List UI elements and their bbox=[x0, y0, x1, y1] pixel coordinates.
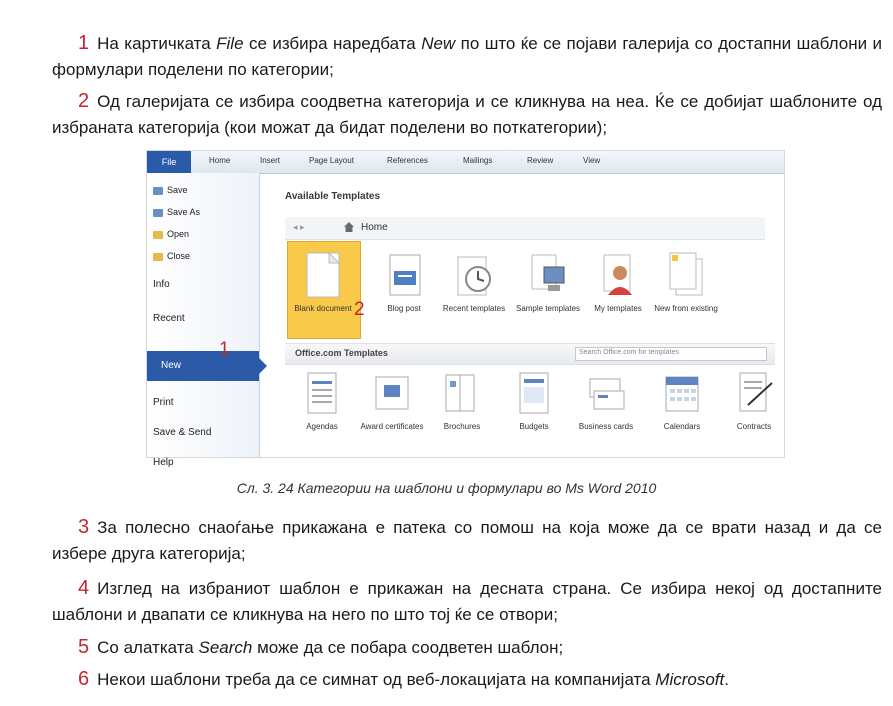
template-blank-document[interactable]: Blank document bbox=[288, 251, 358, 314]
menu-open[interactable]: Open bbox=[153, 229, 189, 239]
calendar-icon bbox=[662, 369, 702, 419]
nav-arrows-icon[interactable]: ◂ ▸ bbox=[293, 222, 305, 232]
category-calendars[interactable]: Calendars bbox=[647, 369, 717, 432]
category-agendas[interactable]: Agendas bbox=[287, 369, 357, 432]
tab-page-layout[interactable]: Page Layout bbox=[309, 156, 354, 165]
category-brochures[interactable]: Brochures bbox=[427, 369, 497, 432]
backstage-menu bbox=[147, 173, 260, 468]
item-number: 3 bbox=[78, 516, 90, 538]
item-number: 6 bbox=[78, 668, 90, 690]
document-icon bbox=[303, 251, 343, 301]
word-backstage-screenshot bbox=[146, 150, 785, 468]
tab-home[interactable]: Home bbox=[209, 156, 231, 165]
office-templates-title: Office.com Templates bbox=[295, 348, 388, 358]
template-recent[interactable]: Recent templates bbox=[439, 251, 509, 314]
item-number: 4 bbox=[78, 577, 90, 599]
item-6: 6 Некои шаблони треба да се симнат од веб-локацијата на компанијата Microsoft. bbox=[78, 668, 729, 690]
item-4: 4 Изглед на избраниот шаблон е прикажан на десната страна. Се избира некој од достапните шаблони и двапати се кликнува на него по што тој ќе се отвори; bbox=[52, 577, 882, 624]
template-new-from-existing[interactable]: New from existing bbox=[651, 251, 721, 314]
tab-references[interactable]: References bbox=[387, 156, 428, 165]
category-budgets[interactable]: Budgets bbox=[499, 369, 569, 432]
user-icon bbox=[598, 251, 638, 301]
tab-insert[interactable]: Insert bbox=[260, 156, 281, 165]
save-as-icon bbox=[153, 209, 163, 217]
sample-templates-icon bbox=[528, 251, 568, 301]
budget-icon bbox=[514, 369, 554, 419]
menu-close[interactable]: Close bbox=[153, 251, 190, 261]
save-icon bbox=[153, 187, 163, 195]
menu-save-as[interactable]: Save As bbox=[153, 207, 200, 217]
template-blog-post[interactable]: Blog post bbox=[369, 251, 439, 314]
item-2: 2 Од галеријата се избира соодветна категорија и се кликнува на неа. Ќе се добијат шаблоните од избраната категорија (кои можат да бидат поделени во поткатегории); bbox=[52, 90, 882, 137]
figure-caption: Сл. 3. 24 Категории на шаблони и формулари во Ms Word 2010 bbox=[236, 480, 657, 496]
menu-new-selected[interactable]: New bbox=[147, 351, 259, 381]
clock-icon bbox=[454, 251, 494, 301]
category-award-certificates[interactable]: Award certificates bbox=[357, 369, 427, 432]
new-from-existing-icon bbox=[666, 251, 706, 301]
item-number: 5 bbox=[78, 636, 90, 658]
agenda-icon bbox=[302, 369, 342, 419]
folder-icon bbox=[153, 231, 163, 239]
tab-file[interactable]: File bbox=[147, 151, 191, 173]
tab-view[interactable]: View bbox=[583, 156, 601, 165]
business-card-icon bbox=[586, 369, 626, 419]
menu-help[interactable]: Help bbox=[153, 457, 174, 468]
item-number: 2 bbox=[78, 90, 90, 112]
template-sample[interactable]: Sample templates bbox=[513, 251, 583, 314]
contract-icon bbox=[734, 369, 774, 419]
tab-review[interactable]: Review bbox=[527, 156, 554, 165]
available-templates-title: Available Templates bbox=[285, 191, 381, 202]
menu-save-send[interactable]: Save & Send bbox=[153, 427, 212, 438]
item-number: 1 bbox=[78, 32, 90, 54]
breadcrumb bbox=[285, 217, 765, 240]
template-my-templates[interactable]: My templates bbox=[583, 251, 653, 314]
breadcrumb-home[interactable]: Home bbox=[361, 222, 388, 233]
tab-mailings[interactable]: Mailings bbox=[463, 156, 493, 165]
close-folder-icon bbox=[153, 253, 163, 261]
ribbon-tabs bbox=[147, 151, 784, 174]
category-business-cards[interactable]: Business cards bbox=[571, 369, 641, 432]
blog-post-icon bbox=[384, 251, 424, 301]
menu-save[interactable]: Save bbox=[153, 185, 188, 195]
marker-2: 2 bbox=[354, 299, 365, 320]
marker-1: 1 bbox=[219, 339, 230, 360]
menu-info[interactable]: Info bbox=[153, 279, 170, 290]
item-5: 5 Со алатката Search може да се побара соодветен шаблон; bbox=[78, 636, 564, 658]
brochure-icon bbox=[442, 369, 482, 419]
menu-print[interactable]: Print bbox=[153, 397, 174, 408]
item-1: 1 На картичката File се избира наредбата New по што ќе се појави галерија со достапни шаблони и формулари поделени по категории; bbox=[52, 32, 882, 79]
menu-recent[interactable]: Recent bbox=[153, 313, 185, 324]
template-search-input[interactable]: Search Office.com for templates bbox=[575, 347, 767, 361]
category-contracts[interactable]: Contracts bbox=[719, 369, 789, 432]
certificate-icon bbox=[372, 369, 412, 419]
item-3: 3 За полесно снаоѓање прикажана е патека со помош на која може да се врати назад и да се избере друга категорија; bbox=[52, 516, 882, 563]
home-icon[interactable] bbox=[343, 221, 355, 233]
office-templates-bar bbox=[285, 343, 775, 365]
